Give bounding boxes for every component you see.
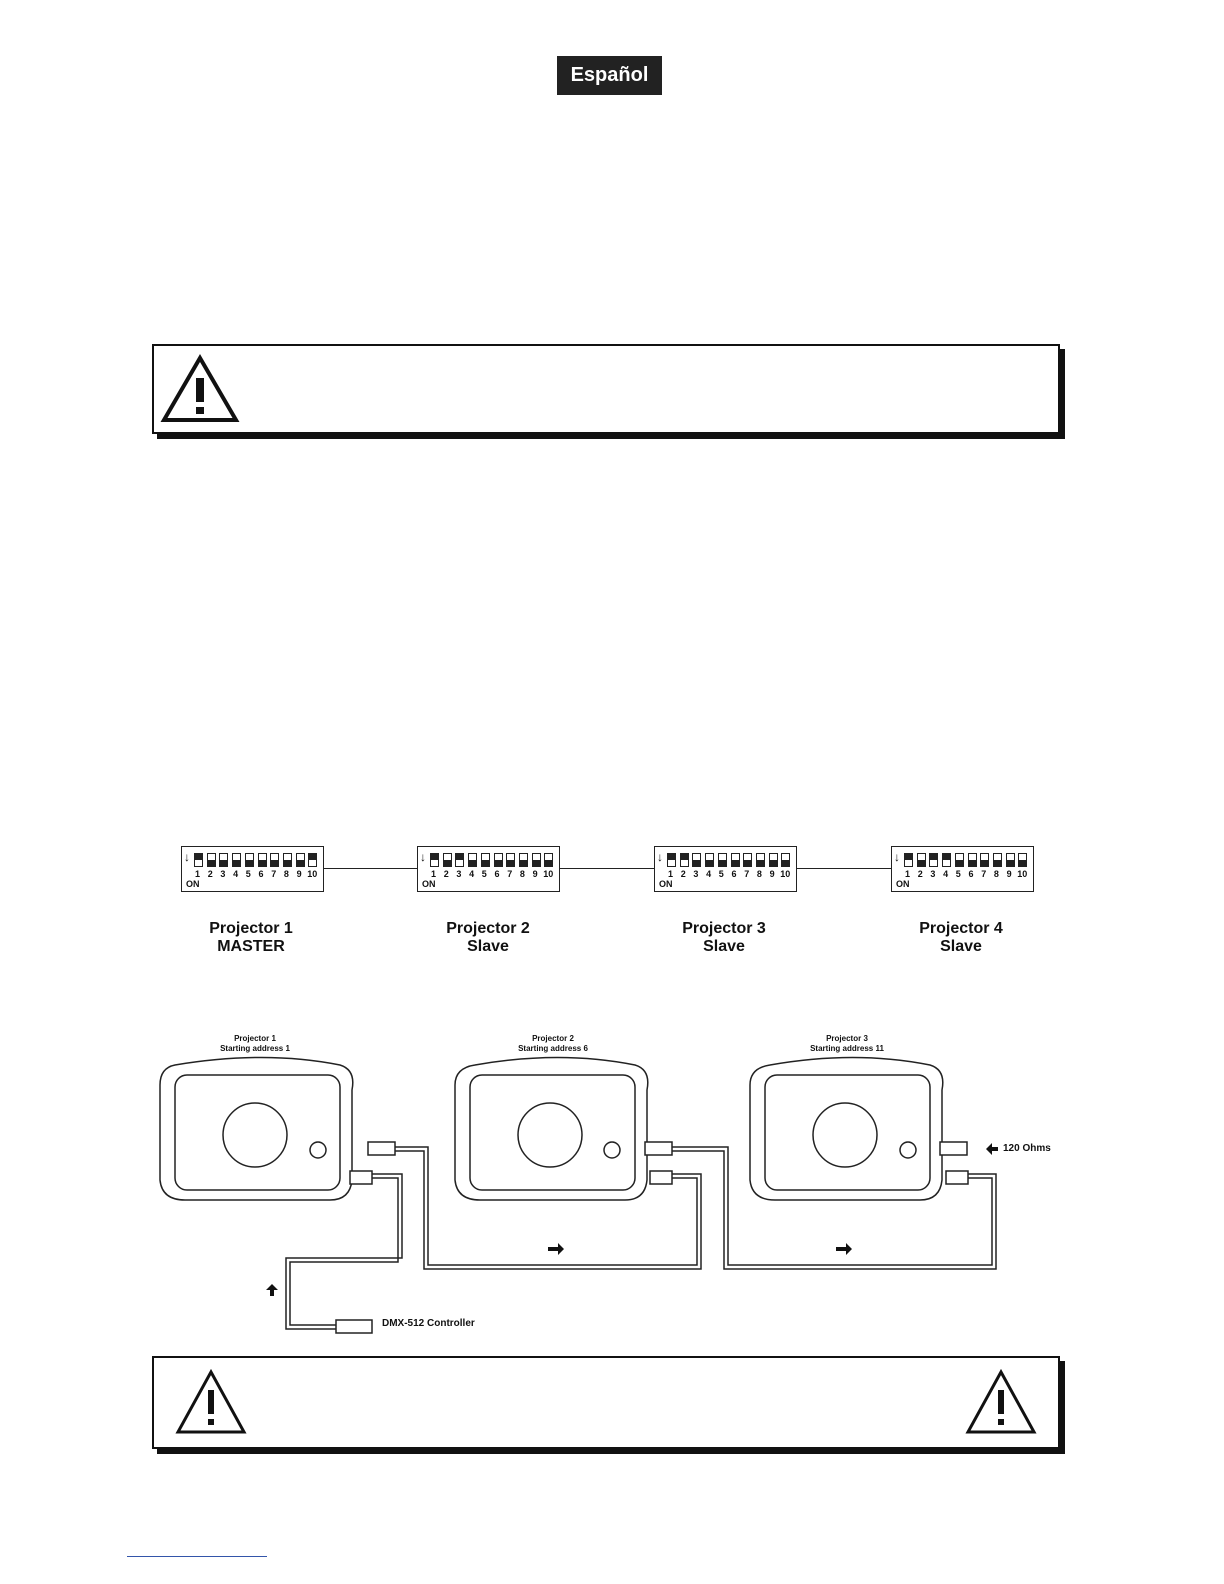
dip-switch-lever [232, 853, 241, 867]
dip-switch-lever [705, 853, 714, 867]
dip-switch-number: 7 [271, 869, 277, 879]
dip-switch-number: 6 [494, 869, 500, 879]
unit-name: Projector 2 [532, 1034, 574, 1043]
dip-switch-number: 9 [532, 869, 538, 879]
unit-address: Starting address 1 [220, 1044, 290, 1053]
dip-switch-lever [743, 853, 752, 867]
dip-switch-1 [181, 846, 324, 892]
dip-switch-3 [654, 846, 797, 892]
dip-switch-lever [904, 853, 913, 867]
dip-switch-number: 3 [930, 869, 936, 879]
arrow-down-icon: ↓ [657, 850, 663, 864]
dip-switch-lever [258, 853, 267, 867]
dip-on-label: ON [896, 879, 910, 889]
dip-switch-lever [532, 853, 541, 867]
dip-switch-number: 2 [917, 869, 923, 879]
projector-role: MASTER [217, 938, 285, 955]
arrow-down-icon: ↓ [420, 850, 426, 864]
unit-caption-1 [190, 1034, 320, 1054]
dip-switch-number: 10 [307, 869, 318, 879]
dip-switch-lever [494, 853, 503, 867]
dip-switch-number: 2 [443, 869, 449, 879]
dip-switch-lever [731, 853, 740, 867]
arrow-down-icon: ↓ [894, 850, 900, 864]
dip-switch-lever [245, 853, 254, 867]
dip-switch-lever [756, 853, 765, 867]
dip-connector-line-2 [558, 868, 654, 869]
footer-rule [127, 1556, 267, 1557]
dip-switch-2 [417, 846, 560, 892]
dip-switch-number: 7 [507, 869, 513, 879]
dip-switch-number: 4 [706, 869, 712, 879]
dip-switch-lever [519, 853, 528, 867]
dip-switch-number: 5 [245, 869, 251, 879]
dip-switch-lever [781, 853, 790, 867]
projector-name: Projector 1 [209, 920, 293, 937]
dip-switch-number: 5 [718, 869, 724, 879]
dip-on-label: ON [659, 879, 673, 889]
dip-switch-number: 3 [220, 869, 226, 879]
unit-name: Projector 3 [826, 1034, 868, 1043]
dip-switch-number: 10 [780, 869, 791, 879]
dip-switch-number: 4 [943, 869, 949, 879]
dip-switch-lever [207, 853, 216, 867]
xlr-in-3 [946, 1171, 968, 1184]
dip-switch-lever [1018, 853, 1027, 867]
dip-switch-lever [718, 853, 727, 867]
dip-switch-number: 10 [543, 869, 554, 879]
dip-switch-lever [283, 853, 292, 867]
arrow-right-icon [548, 1243, 564, 1255]
dip-switch-number: 4 [469, 869, 475, 879]
xlr-controller [336, 1320, 372, 1333]
projector-role: Slave [467, 938, 509, 955]
projector-label-2 [398, 920, 578, 956]
unit-caption-2 [488, 1034, 618, 1054]
unit-address: Starting address 11 [810, 1044, 884, 1053]
dip-switch-lever [468, 853, 477, 867]
dip-switch-4 [891, 846, 1034, 892]
dip-switch-lever [1006, 853, 1015, 867]
xlr-in-2 [650, 1171, 672, 1184]
cable-controller [290, 1178, 398, 1325]
projector-label-4 [871, 920, 1051, 956]
dip-switch-number: 4 [233, 869, 239, 879]
projector-role: Slave [703, 938, 745, 955]
dip-switch-number: 8 [993, 869, 999, 879]
dip-switch-number: 9 [296, 869, 302, 879]
cable-controller-b [286, 1174, 402, 1329]
dip-switch-number: 9 [769, 869, 775, 879]
arrow-up-icon [266, 1284, 278, 1296]
dip-switch-lever [942, 853, 951, 867]
unit-name: Projector 1 [234, 1034, 276, 1043]
dip-switch-number: 8 [519, 869, 525, 879]
arrow-down-icon: ↓ [184, 850, 190, 864]
cable-2-to-3b [672, 1151, 996, 1269]
warning-triangle-icon [964, 1368, 1038, 1436]
projector-name: Projector 3 [682, 920, 766, 937]
projector-unit-3 [750, 1058, 943, 1201]
dip-switch-lever [506, 853, 515, 867]
projector-unit-1 [160, 1058, 353, 1201]
dip-switch-number: 5 [481, 869, 487, 879]
projector-label-1 [161, 920, 341, 956]
dip-switch-lever [680, 853, 689, 867]
dip-switch-lever [443, 853, 452, 867]
unit-caption-3 [782, 1034, 912, 1054]
warning-triangle-icon [174, 1368, 248, 1436]
dip-switch-number: 2 [207, 869, 213, 879]
dip-switch-lever [667, 853, 676, 867]
dip-switch-number: 1 [431, 869, 437, 879]
dip-on-label: ON [422, 879, 436, 889]
dip-switch-number: 3 [693, 869, 699, 879]
dip-switch-lever [270, 853, 279, 867]
xlr-terminator [940, 1142, 967, 1155]
dip-switch-lever [968, 853, 977, 867]
dip-on-label: ON [186, 879, 200, 889]
dip-switch-number: 9 [1006, 869, 1012, 879]
arrow-left-icon [986, 1143, 998, 1155]
dip-switch-lever [544, 853, 553, 867]
xlr-out-1 [368, 1142, 395, 1155]
dip-switch-lever [194, 853, 203, 867]
unit-address: Starting address 6 [518, 1044, 588, 1053]
dip-switch-number: 3 [456, 869, 462, 879]
projector-role: Slave [940, 938, 982, 955]
dip-switch-number: 6 [258, 869, 264, 879]
projector-unit-2 [455, 1058, 648, 1201]
projector-label-3 [634, 920, 814, 956]
xlr-in-1 [350, 1171, 372, 1184]
dip-switch-lever [917, 853, 926, 867]
dip-switch-lever [308, 853, 317, 867]
dip-switch-number: 8 [283, 869, 289, 879]
dip-switch-lever [430, 853, 439, 867]
dip-switch-number: 7 [744, 869, 750, 879]
dip-connector-line-1 [322, 868, 417, 869]
arrow-right-icon [836, 1243, 852, 1255]
dip-switch-lever [219, 853, 228, 867]
dip-switch-lever [481, 853, 490, 867]
warning-triangle-icon [160, 354, 240, 424]
warning-box-top [152, 344, 1060, 434]
dip-switch-lever [769, 853, 778, 867]
dip-switch-number: 2 [680, 869, 686, 879]
projector-name: Projector 4 [919, 920, 1003, 937]
language-badge: Español [557, 56, 662, 95]
xlr-out-2 [645, 1142, 672, 1155]
dip-switch-lever [955, 853, 964, 867]
dip-switch-lever [980, 853, 989, 867]
warning-box-bottom [152, 1356, 1060, 1449]
dip-switch-lever [929, 853, 938, 867]
dip-switch-lever [296, 853, 305, 867]
dip-switch-number: 6 [968, 869, 974, 879]
terminator-label: 120 Ohms [1003, 1143, 1051, 1154]
cable-2-to-3 [672, 1147, 992, 1265]
dip-switch-number: 7 [981, 869, 987, 879]
controller-label: DMX-512 Controller [382, 1318, 475, 1329]
dip-switch-lever [455, 853, 464, 867]
dip-switch-lever [993, 853, 1002, 867]
cable-1-to-2b [395, 1151, 701, 1269]
dip-switch-number: 6 [731, 869, 737, 879]
dip-switch-number: 10 [1017, 869, 1028, 879]
dip-switch-lever [692, 853, 701, 867]
cable-1-to-2 [395, 1147, 697, 1265]
dip-switch-number: 8 [756, 869, 762, 879]
dip-switch-number: 1 [905, 869, 911, 879]
dip-switch-number: 1 [668, 869, 674, 879]
projector-name: Projector 2 [446, 920, 530, 937]
dip-switch-number: 5 [955, 869, 961, 879]
dip-connector-line-3 [795, 868, 891, 869]
dip-switch-number: 1 [195, 869, 201, 879]
